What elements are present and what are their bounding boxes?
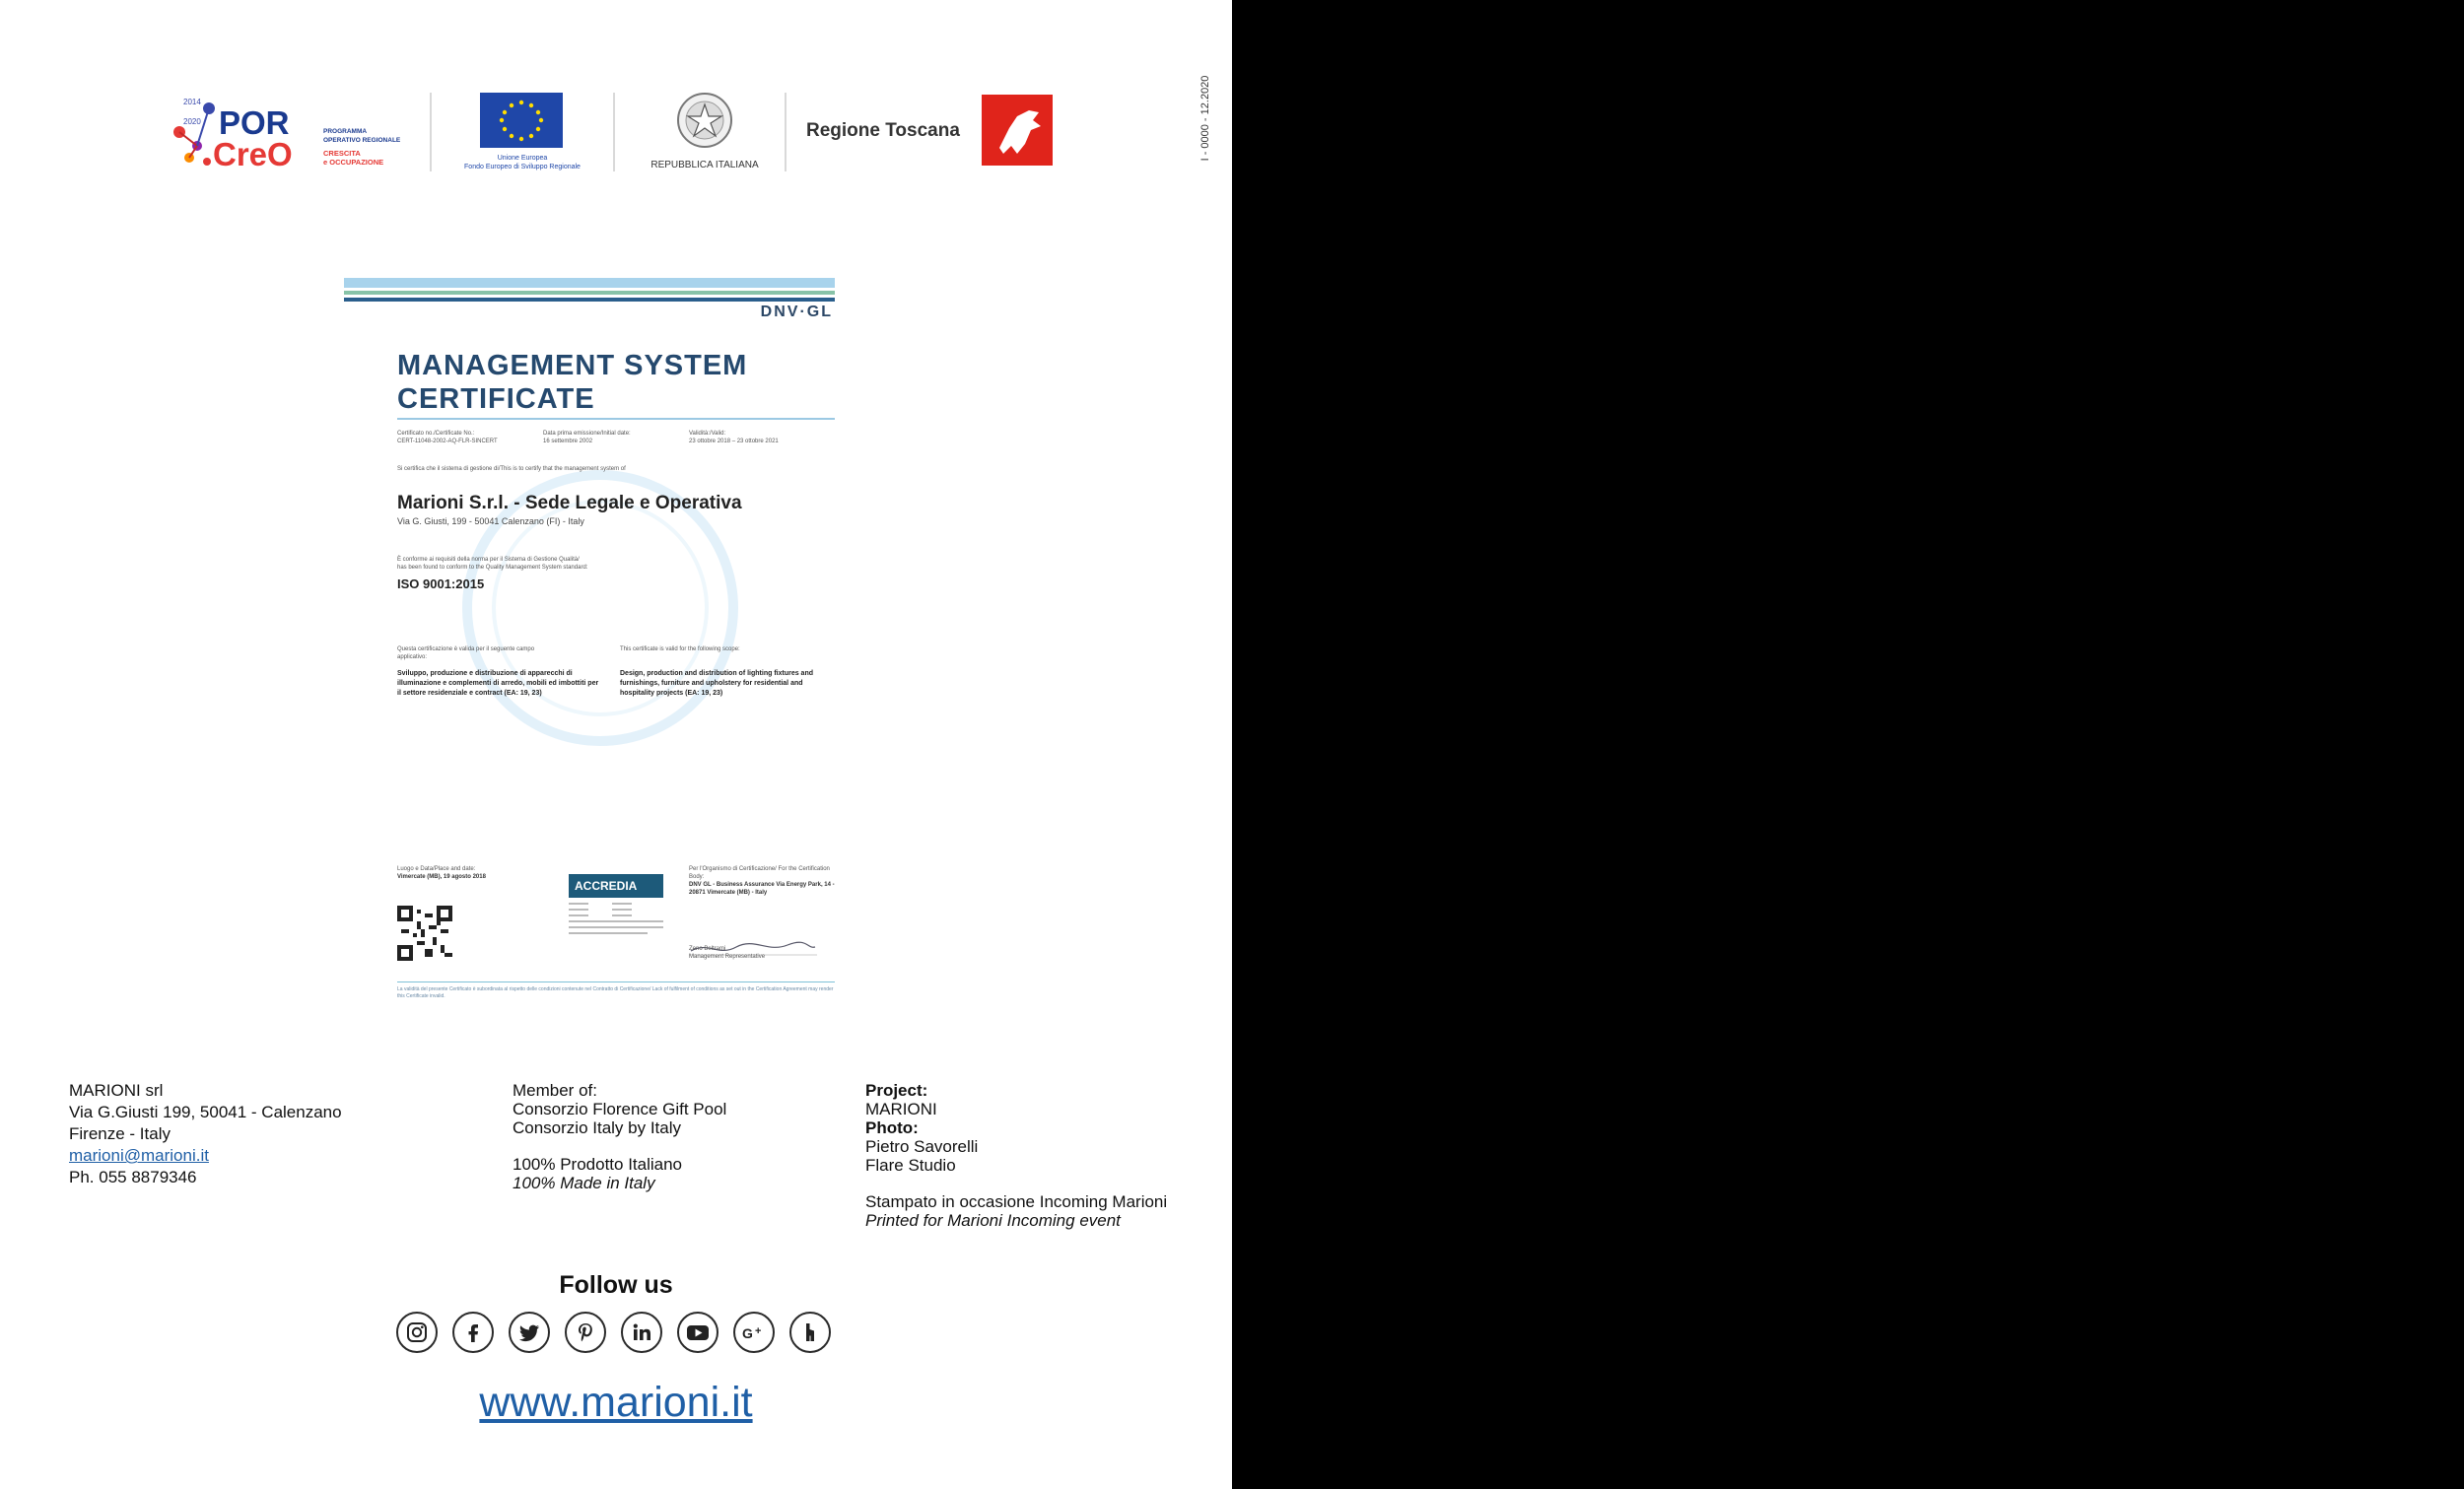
- member-consortium-1: Consorzio Florence Gift Pool: [513, 1100, 727, 1118]
- conformity-line1: È conforme ai requisiti della norma per il Sistema di Gestione Qualità/: [397, 557, 580, 563]
- svg-text:+: +: [755, 1325, 762, 1337]
- membership-info: [513, 1081, 726, 1192]
- logo-divider: [785, 93, 787, 171]
- printed-note-it: Stampato in occasione Incoming Marioni: [865, 1192, 1168, 1211]
- scope-it-label: Questa certificazione è valida per il seguente campo applicativo:: [397, 646, 535, 660]
- svg-text:Regione Toscana: Regione Toscana: [806, 120, 960, 141]
- svg-text:2020: 2020: [183, 117, 201, 126]
- svg-text:CreO: CreO: [213, 136, 293, 172]
- certify-statement: Si certifica che il sistema di gestione di/This is to certify that the management system of: [397, 466, 626, 472]
- scope-en: Design, production and distribution of lighting fixtures and furnishings, furniture and upholstery for residential and hospitality projects (EA: 19, 23): [620, 670, 813, 697]
- por-creo-logo: [168, 89, 404, 177]
- qr-code: [397, 906, 452, 961]
- certification-body-label: Per l'Organismo di Certificazione/ For the Certification Body:: [689, 866, 830, 880]
- member-of-label: Member of:: [513, 1081, 597, 1100]
- logo-divider: [613, 93, 615, 171]
- linkedin-icon[interactable]: [621, 1312, 662, 1353]
- certified-company-address: Via G. Giusti, 199 - 50041 Calenzano (FI) - Italy: [397, 516, 584, 526]
- certificate-title: [397, 349, 747, 416]
- svg-text:Unione Europea: Unione Europea: [497, 155, 548, 162]
- document-code-text: I - 0000 - 12.2020: [1199, 75, 1211, 162]
- svg-text:G: G: [742, 1325, 753, 1341]
- black-panel: [1232, 0, 2464, 1489]
- photo-label: Photo:: [865, 1118, 919, 1137]
- signer-role: Management Representative: [689, 954, 766, 960]
- svg-text:OPERATIVO REGIONALE: OPERATIVO REGIONALE: [323, 137, 401, 144]
- validity-value: 23 ottobre 2018 – 23 ottobre 2021: [689, 439, 779, 444]
- social-icons: [396, 1312, 840, 1357]
- company-name: MARIONI srl: [69, 1081, 164, 1100]
- certified-company: Marioni S.r.l. - Sede Legale e Operativa: [397, 493, 742, 513]
- svg-text:PROGRAMMA: PROGRAMMA: [323, 128, 368, 135]
- svg-text:POR: POR: [219, 104, 290, 141]
- quality-certificate: [344, 278, 835, 1012]
- conformity-statement: [397, 556, 831, 572]
- twitter-icon[interactable]: [509, 1312, 550, 1353]
- scope-en-label: This certificate is valid for the following scope:: [620, 646, 740, 652]
- project-credits: [865, 1081, 1167, 1230]
- website-link[interactable]: www.marioni.it: [479, 1379, 753, 1426]
- accredia-logo: ACCREDIA: [569, 874, 663, 898]
- initial-date-value: 16 settembre 2002: [543, 439, 593, 444]
- member-consortium-2: Consorzio Italy by Italy: [513, 1118, 682, 1137]
- place-date-value: Vimercate (MB), 19 agosto 2018: [397, 874, 486, 880]
- certificate-title-line1: MANAGEMENT SYSTEM: [397, 350, 748, 381]
- instagram-icon[interactable]: [396, 1312, 438, 1353]
- project-label: Project:: [865, 1081, 928, 1100]
- certificate-rule: [397, 418, 835, 420]
- certificate-number-label: Certificato no./Certificate No.:: [397, 431, 475, 437]
- svg-text:REPUBBLICA ITALIANA: REPUBBLICA ITALIANA: [650, 160, 759, 170]
- certificate-place-date: [397, 865, 545, 881]
- certificate-footer-note: La validità del presente Certificato è subordinata al rispetto delle condizioni contenute nel Contratto di Certificazione/ Lack of fulfilment of conditions as set out in the Certification Agreement may render this Certificate invalid.: [397, 986, 834, 999]
- google-plus-icon[interactable]: [733, 1312, 775, 1353]
- sponsor-logos: [168, 89, 1074, 177]
- svg-text:CRESCITA: CRESCITA: [323, 149, 361, 158]
- company-city: Firenze - Italy: [69, 1124, 171, 1143]
- facebook-icon[interactable]: [452, 1312, 494, 1353]
- certificate-title-line2: CERTIFICATE: [397, 383, 595, 415]
- place-date-label: Luogo e Data/Place and date:: [397, 866, 476, 872]
- photographer: Pietro Savorelli: [865, 1137, 979, 1156]
- certificate-stripe: [344, 291, 835, 295]
- certification-body: [689, 865, 835, 897]
- company-contact: [69, 1081, 342, 1189]
- initial-date-label: Data prima emissione/Initial date:: [543, 431, 631, 437]
- conformity-line2: has been found to conform to the Quality Management System standard:: [397, 565, 588, 571]
- follow-us-heading: Follow us: [559, 1271, 673, 1299]
- made-in-italy-en: 100% Made in Italy: [513, 1174, 655, 1192]
- made-in-italy-it: 100% Prodotto Italiano: [513, 1155, 683, 1174]
- logo-divider: [430, 93, 432, 171]
- certificate-stripe: [344, 278, 835, 288]
- svg-text:Fondo Europeo di Sviluppo Regi: Fondo Europeo di Sviluppo Regionale: [464, 164, 581, 170]
- dnv-gl-brand: DNV·GL: [760, 304, 833, 320]
- document-code: [1191, 69, 1220, 168]
- validity-label: Validità:/Valid:: [689, 431, 726, 437]
- company-address: Via G.Giusti 199, 50041 - Calenzano: [69, 1103, 342, 1121]
- signer: [689, 945, 835, 961]
- certificate-footer-rule: [397, 981, 835, 982]
- houzz-icon[interactable]: [789, 1312, 831, 1353]
- spacer: [513, 1137, 726, 1155]
- certificate-stripe: [344, 298, 835, 302]
- accredia-registrations: [569, 901, 663, 936]
- project-name: MARIONI: [865, 1100, 937, 1118]
- svg-text:2014: 2014: [183, 98, 201, 106]
- scope-it: Sviluppo, produzione e distribuzione di apparecchi di illuminazione e complementi di arredo, mobili ed imbottiti per il settore residenziale e contract (EA: 19, 23): [397, 670, 599, 697]
- youtube-icon[interactable]: [677, 1312, 719, 1353]
- spacer: [865, 1175, 1167, 1192]
- eu-logo: [453, 89, 591, 177]
- company-phone: Ph. 055 8879346: [69, 1168, 197, 1186]
- pinterest-icon[interactable]: [565, 1312, 606, 1353]
- company-email-link[interactable]: marioni@marioni.it: [69, 1146, 209, 1165]
- italian-republic-emblem: [631, 89, 779, 177]
- printed-note-en: Printed for Marioni Incoming event: [865, 1211, 1121, 1230]
- photo-studio: Flare Studio: [865, 1156, 956, 1175]
- svg-text:e OCCUPAZIONE: e OCCUPAZIONE: [323, 158, 384, 167]
- certificate-number-value: CERT-11048-2002-AQ-FLR-SINCERT: [397, 439, 498, 444]
- certificate-validity: [689, 430, 835, 445]
- signer-name: Zeno Beltrami: [689, 946, 726, 952]
- certificate-number: [397, 430, 535, 445]
- certificate-initial-date: [543, 430, 671, 445]
- certification-body-value: DNV GL - Business Assurance Via Energy Park, 14 - 20871 Vimercate (MB) - Italy: [689, 882, 835, 896]
- regione-toscana-logo: [806, 89, 1074, 177]
- iso-standard: ISO 9001:2015: [397, 576, 485, 591]
